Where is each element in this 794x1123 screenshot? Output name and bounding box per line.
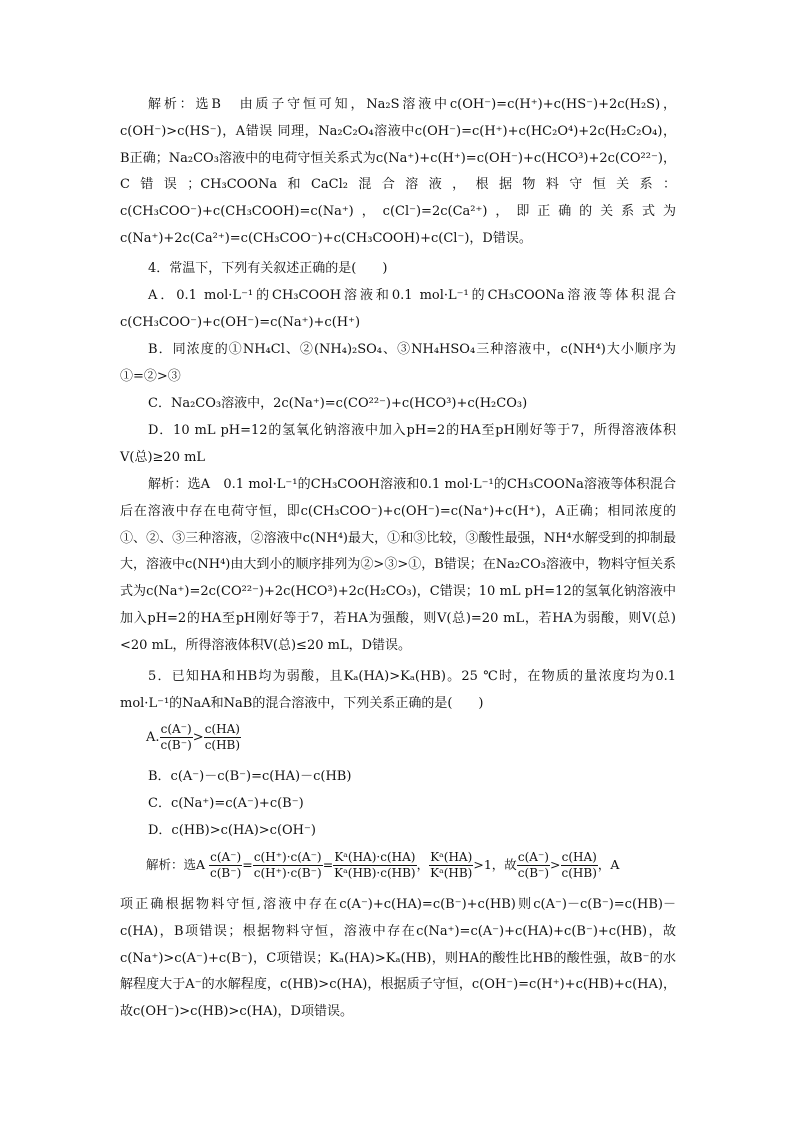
question-5-option-b: B．c(A⁻)－c(B⁻)=c(HA)－c(HB) bbox=[148, 769, 352, 784]
question-4-option-d: D．10 mL pH=12的氢氧化钠溶液中加入pH=2的HA至pH刚好等于7，所得溶液体积V(总)≥20 mL bbox=[120, 423, 676, 465]
fraction-denominator: Kᵃ(HB) bbox=[430, 866, 473, 880]
fraction-numerator: Kᵃ(HA) bbox=[430, 850, 473, 864]
question-5-option-d: D．c(HB)>c(HA)>c(OH⁻) bbox=[148, 823, 316, 838]
solution-3: 解析：选B 由质子守恒可知，Na₂S溶液中c(OH⁻)=c(H⁺)+c(HS⁻)+2c(H₂S)，c(OH⁻)>c(HS⁻)，A错误 同理，Na₂C₂O₄溶液中c(OH⁻)=c(H⁺)+c(HC₂O⁴)+2c(H₂C₂O₄)，B正确；Na₂CO₃溶液中的电荷守恒关系式为c(Na⁺)+c(H⁺)=c(OH⁻)+c(HCO³)+2c(CO²²⁻)，C错误；CH₃COONa和CaCl₂混合溶液，根据物料守恒关系：c(CH₃COO⁻)+c(CH₃COOH)=c(Na⁺)，c(Cl⁻)=2c(Ca²⁺)，即正确的关系式为c(Na⁺)+2c(Ca²⁺)=c(CH₃COO⁻)+c(CH₃COOH)+c(Cl⁻)，D错误。 bbox=[120, 97, 676, 246]
solution-a-tail: ，A bbox=[597, 857, 620, 872]
question-5-solution-formula: 解析：选A $\frac{c(A^-)}{c(B^-)}$ = $\frac{c(H^+)\cdot c(A^-)}{c(H^+)\cdot c(B^-)}$ = $\frac{\text{Kᵃ(HA)·c(HA)}}{\text{Kᵃ(HB)·c(HB)}}$ ， $\frac{\text{Kᵃ(HA)}}{\text{Kᵃ(HB)}}$ >1，故 $\frac{c(A^-)}{c(B^-)}$ > $\frac{c(HA)}{c(HB)}$ ，A bbox=[146, 850, 620, 880]
fraction-numerator: c(HA) bbox=[561, 850, 597, 864]
option-a-label: A. bbox=[146, 730, 160, 745]
fraction-denominator: c(B⁻) bbox=[160, 738, 192, 752]
solution-fraction-4 bbox=[429, 850, 473, 881]
question-4-option-a: A．0.1 mol·L⁻¹的CH₃COOH溶液和0.1 mol·L⁻¹的CH₃COONa溶液等体积混合c(CH₃COO⁻)+c(OH⁻)=c(Na⁺)+c(H⁺) bbox=[120, 288, 676, 330]
fraction-numerator: c(A⁻) bbox=[160, 722, 192, 736]
question-4-option-c: C．Na₂CO₃溶液中，2c(Na⁺)=c(CO²²⁻)+c(HCO³)+c(H₂CO₃) bbox=[148, 396, 528, 411]
solution-fraction-5 bbox=[517, 850, 550, 881]
fraction-denominator: c(B⁻) bbox=[517, 866, 550, 880]
fraction-numerator: c(HA) bbox=[204, 722, 240, 736]
solution-label: 解析：选A bbox=[146, 857, 206, 872]
fraction-a-right bbox=[204, 722, 241, 753]
solution-fraction-6 bbox=[561, 850, 598, 881]
solution-fraction-2 bbox=[253, 850, 323, 881]
fraction-numerator: c(A⁻) bbox=[517, 850, 549, 864]
fraction-numerator: c(H⁺)·c(A⁻) bbox=[253, 850, 322, 864]
fraction-denominator: c(HB) bbox=[204, 738, 241, 752]
fraction-a-left bbox=[160, 722, 193, 753]
compare-operator: > bbox=[192, 730, 204, 745]
solution-fraction-1 bbox=[209, 850, 242, 881]
question-4-solution: 解析：选A 0.1 mol·L⁻¹的CH₃COOH溶液和0.1 mol·L⁻¹的CH₃COONa溶液等体积混合后在溶液中存在电荷守恒，即c(CH₃COO⁻)+c(OH⁻)=c(Na⁺)+c(H⁺)，A正确；相同浓度的①、②、③三种溶液，②溶液中c(NH⁴)最大，①和③比较，③酸性最强，NH⁴水解受到的抑制最大，溶液中c(NH⁴)由大到小的顺序排列为②>③>①，B错误；在Na₂CO₃溶液中，物料守恒关系式为c(Na⁺)=2c(CO²²⁻)+2c(HCO³)+2c(H₂CO₃)，C错误；10 mL pH=12的氢氧化钠溶液中加入pH=2的HA至pH刚好等于7，若HA为强酸，则V(总)=20 mL，若HA为弱酸，则V(总)<20 mL，所得溶液体积V(总)≤20 mL，D错误。 bbox=[120, 477, 676, 653]
fraction-numerator: Kᵃ(HA)·c(HA) bbox=[334, 850, 416, 864]
question-5-solution-rest: 项正确根据物料守恒,溶液中存在c(A⁻)+c(HA)=c(B⁻)+c(HB)则c(A⁻)－c(B⁻)=c(HB)－c(HA)，B项错误；根据物料守恒，溶液中存在c(Na⁺)=c(A⁻)+c(HA)+c(B⁻)+c(HB)，故c(Na⁺)>c(A⁻)+c(B⁻)，C项错误；Kₐ(HA)>Kₐ(HB)，则HA的酸性比HB的酸性强，故B⁻的水解程度大于A⁻的水解程度，c(HB)>c(HA)，根据质子守恒，c(OH⁻)=c(H⁺)+c(HB)+c(HA)，故c(OH⁻)>c(HB)>c(HA)，D项错误。 bbox=[120, 897, 676, 1020]
question-5-option-c: C．c(Na⁺)=c(A⁻)+c(B⁻) bbox=[148, 796, 304, 811]
fraction-denominator: Kᵃ(HB)·c(HB) bbox=[334, 866, 416, 880]
fraction-numerator: c(A⁻) bbox=[210, 850, 242, 864]
fraction-denominator: c(H⁺)·c(B⁻) bbox=[253, 866, 322, 880]
question-4-stem: 4．常温下，下列有关叙述正确的是( ) bbox=[148, 261, 388, 276]
solution-fraction-3 bbox=[333, 850, 416, 881]
fraction-denominator: c(B⁻) bbox=[210, 866, 242, 880]
question-5-option-a bbox=[146, 722, 241, 753]
solution-middle-text: >1，故 bbox=[473, 857, 517, 872]
question-4-option-b: B．同浓度的①NH₄Cl、②(NH₄)₂SO₄、③NH₄HSO₄三种溶液中，c(NH⁴)大小顺序为①=②>③ bbox=[120, 342, 676, 384]
fraction-denominator: c(HB) bbox=[561, 866, 597, 880]
question-5-stem: 5．已知HA和HB均为弱酸，且Kₐ(HA)>Kₐ(HB)。25 ℃时，在物质的量浓度均为0.1 mol·L⁻¹的NaA和NaB的混合溶液中，下列关系正确的是( ) bbox=[120, 669, 676, 711]
